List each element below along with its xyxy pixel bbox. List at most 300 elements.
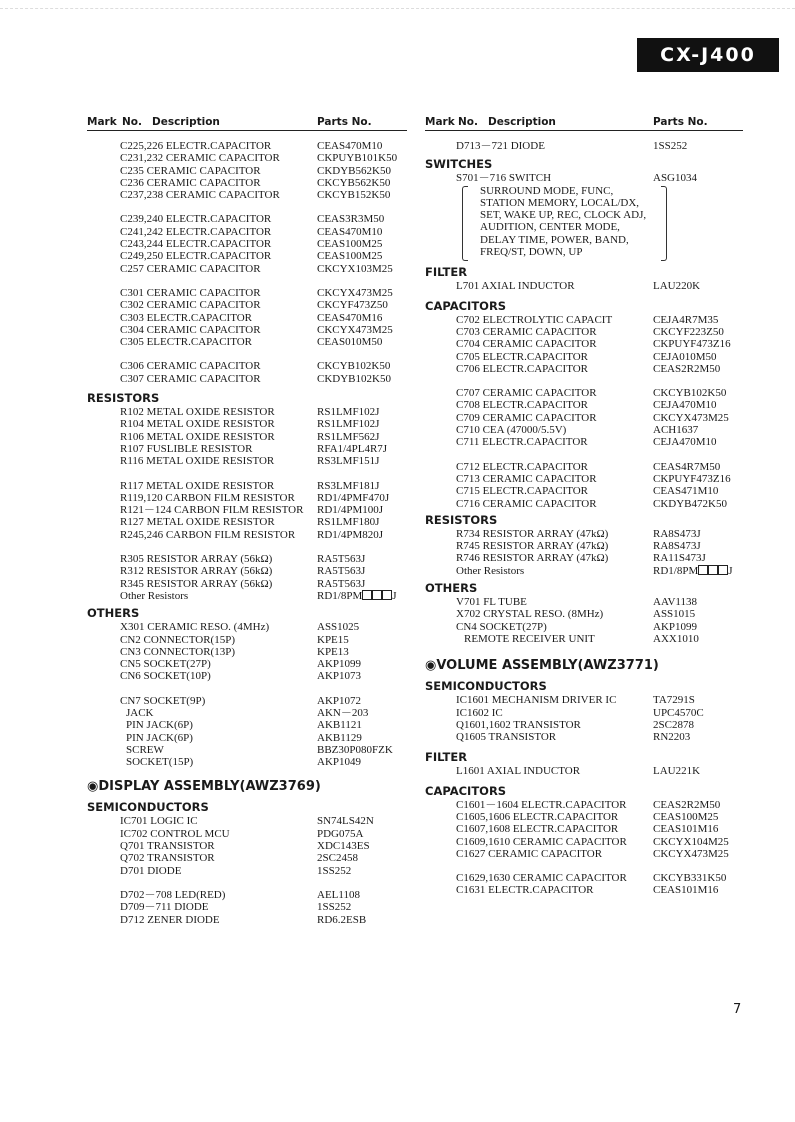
part-row (425, 461, 743, 473)
part-number (653, 314, 718, 326)
part-number-text: CEAS471M10 (653, 485, 719, 498)
part-description: C235 CERAMIC CAPACITOR (120, 164, 261, 177)
part-description: D701 DIODE (120, 864, 182, 877)
table-header (87, 114, 407, 131)
part-description: CN7 SOCKET(9P) (120, 694, 206, 707)
assembly-title-display: ◉DISPLAY ASSEMBLY(AWZ3769) (87, 779, 321, 795)
part-group (425, 694, 743, 743)
part-row (87, 865, 407, 877)
part-row (87, 621, 407, 633)
part-row (87, 756, 407, 768)
part-group (425, 461, 743, 510)
header-description: Description (152, 116, 220, 128)
part-description: PIN JACK(6P) (126, 731, 193, 744)
part-row (87, 695, 407, 707)
part-number (653, 836, 729, 848)
part-number-text: 1SS252 (317, 864, 352, 877)
part-description: REMOTE RECEIVER UNIT (464, 632, 595, 645)
part-number-text: AKN－203 (317, 706, 369, 719)
part-row (87, 516, 407, 528)
part-number (653, 694, 695, 706)
part-number-text: RA8S473J (653, 527, 701, 540)
part-row (87, 578, 407, 590)
part-row (87, 213, 407, 225)
part-row (425, 528, 743, 540)
part-row (87, 263, 407, 275)
part-group (87, 287, 407, 348)
part-row (87, 744, 407, 756)
part-number-text: PDG075A (317, 827, 364, 840)
part-number (317, 443, 387, 455)
header-description: Description (488, 116, 556, 128)
part-number-text: RA8S473J (653, 540, 701, 553)
header-parts-no: Parts No. (653, 116, 708, 128)
part-row (425, 608, 743, 620)
part-number (317, 889, 360, 901)
part-number-text: RA11S473J (653, 552, 706, 565)
part-description: Q701 TRANSISTOR (120, 840, 215, 853)
part-description: C237,238 CERAMIC CAPACITOR (120, 189, 280, 202)
part-group (425, 872, 743, 897)
part-description: C306 CERAMIC CAPACITOR (120, 360, 261, 373)
part-number (317, 815, 374, 827)
part-number (653, 412, 729, 424)
left-column (87, 114, 407, 926)
part-number (317, 719, 362, 731)
part-number-text: CEAS100M25 (317, 238, 383, 251)
part-row (87, 480, 407, 492)
part-description: C706 ELECTR.CAPACITOR (456, 362, 589, 375)
part-number-text: CKDYB562K50 (317, 164, 391, 177)
part-number (317, 165, 391, 177)
part-row (425, 621, 743, 633)
part-number (653, 707, 704, 719)
part-row (87, 177, 407, 189)
header-no: No. (458, 116, 478, 128)
switch-function-line (425, 246, 743, 258)
part-number (653, 172, 697, 184)
part-row (425, 719, 743, 731)
part-number (317, 670, 361, 682)
part-description: C231,232 CERAMIC CAPACITOR (120, 152, 280, 165)
part-number-text: RS1LMF102J (317, 406, 380, 419)
part-row (87, 492, 407, 504)
part-number-text: 2SC2458 (317, 852, 358, 865)
part-description: PIN JACK(6P) (126, 719, 193, 732)
part-row (87, 189, 407, 201)
part-row (425, 540, 743, 552)
blank-digit-box (362, 590, 372, 600)
part-number (317, 336, 382, 348)
switch-functions-block (425, 185, 743, 259)
part-number (653, 387, 726, 399)
part-number-text: CEAS470M10 (317, 140, 383, 152)
part-number-text: RD1/8PM (653, 564, 699, 577)
part-number (317, 590, 397, 603)
part-row (87, 634, 407, 646)
part-group (425, 765, 743, 777)
part-description: X301 CERAMIC RESO. (4MHz) (120, 621, 270, 634)
part-group (425, 528, 743, 577)
part-description: C1601－1604 ELECTR.CAPACITOR (456, 798, 627, 811)
part-description: C301 CERAMIC CAPACITOR (120, 286, 261, 299)
part-number-text: CKCYX104M25 (653, 835, 729, 848)
part-number (317, 312, 382, 324)
part-group (425, 314, 743, 375)
part-number-text: XDC143ES (317, 840, 370, 853)
part-description: CN5 SOCKET(27P) (120, 658, 211, 671)
part-number (653, 872, 726, 884)
part-row (425, 848, 743, 860)
part-number-text: CEAS101M16 (653, 884, 719, 897)
switch-function-text: FREQ/ST, DOWN, UP (480, 246, 583, 259)
part-number (653, 884, 718, 896)
part-number (317, 756, 361, 768)
part-number (317, 455, 379, 467)
switch-function-line (425, 209, 743, 221)
part-number (317, 553, 365, 565)
part-number-text: AKP1072 (317, 694, 362, 707)
part-number-text: CKCYB562K50 (317, 176, 391, 189)
part-row (87, 553, 407, 565)
part-number-text: CKCYF223Z50 (653, 325, 724, 338)
part-number (317, 852, 358, 864)
section-title-others: OTHERS (87, 606, 140, 621)
part-number (317, 177, 390, 189)
part-number-text: 1SS252 (653, 140, 688, 152)
part-description: R102 METAL OXIDE RESISTOR (120, 406, 275, 419)
part-row (425, 338, 743, 350)
part-row (425, 731, 743, 743)
part-description: R746 RESISTOR ARRAY (47kΩ) (456, 552, 609, 565)
part-group (87, 695, 407, 769)
part-description: IC1601 MECHANISM DRIVER IC (456, 694, 617, 707)
part-number-text: CKCYX473M25 (653, 847, 729, 860)
part-number-text: AEL1108 (317, 888, 360, 901)
part-number (653, 326, 724, 338)
part-number-text: RA5T563J (317, 565, 366, 578)
part-number (653, 596, 697, 608)
part-description: C302 CERAMIC CAPACITOR (120, 299, 261, 312)
part-number-text: TA7291S (653, 694, 695, 707)
part-description: R119,120 CARBON FILM RESISTOR (120, 491, 295, 504)
blank-digit-box (718, 565, 728, 575)
part-row (425, 485, 743, 497)
part-description: CN2 CONNECTOR(15P) (120, 633, 236, 646)
part-number-text: CKDYB102K50 (317, 372, 391, 385)
part-row (87, 815, 407, 827)
part-description: R117 METAL OXIDE RESISTOR (120, 479, 275, 492)
table-header (425, 114, 743, 131)
part-row (87, 670, 407, 682)
part-row (425, 424, 743, 436)
part-description: R745 RESISTOR ARRAY (47kΩ) (456, 540, 609, 553)
part-row (425, 872, 743, 884)
part-number (317, 840, 370, 852)
part-number-text: RA5T563J (317, 577, 366, 590)
part-description: R345 RESISTOR ARRAY (56kΩ) (120, 577, 273, 590)
part-number-text: CEAS101M16 (653, 823, 719, 836)
part-number (317, 373, 391, 385)
part-description: C1631 ELECTR.CAPACITOR (456, 884, 594, 897)
part-description: L1601 AXIAL INDUCTOR (456, 765, 581, 778)
part-row (87, 707, 407, 719)
part-number-text: LAU220K (653, 280, 701, 293)
part-row (425, 172, 743, 184)
part-row (425, 596, 743, 608)
part-row (425, 351, 743, 363)
part-row (425, 694, 743, 706)
part-description: C303 ELECTR.CAPACITOR (120, 311, 253, 324)
part-row (425, 707, 743, 719)
part-number-text: RD1/4PM100J (317, 504, 384, 517)
model-badge: CX-J400 (637, 38, 779, 72)
part-number (317, 634, 349, 646)
part-row (425, 799, 743, 811)
switch-function-line (425, 197, 743, 209)
part-number (317, 250, 382, 262)
section-title-semiconductors: SEMICONDUCTORS (425, 679, 547, 694)
part-number-text: RD1/8PM (317, 589, 363, 602)
part-number (653, 799, 720, 811)
part-description: C715 ELECTR.CAPACITOR (456, 485, 589, 498)
part-description: V701 FL TUBE (456, 596, 527, 609)
header-mark: Mark (87, 116, 117, 128)
part-description: R106 METAL OXIDE RESISTOR (120, 430, 275, 443)
part-number (317, 287, 393, 299)
part-number (317, 480, 379, 492)
part-number (653, 436, 717, 448)
part-number (317, 901, 351, 913)
part-row (87, 226, 407, 238)
part-number (317, 695, 361, 707)
part-number-text: CKPUYF473Z16 (653, 472, 731, 485)
part-group (425, 387, 743, 448)
header-mark: Mark (425, 116, 455, 128)
part-description: R127 METAL OXIDE RESISTOR (120, 516, 275, 529)
part-description: C707 CERAMIC CAPACITOR (456, 387, 597, 400)
part-group (87, 621, 407, 682)
part-number-text: RS1LMF180J (317, 516, 380, 529)
section-title-resistors: RESISTORS (425, 512, 498, 527)
part-group (425, 140, 743, 152)
part-number (317, 406, 379, 418)
part-row (425, 363, 743, 375)
part-number (317, 658, 361, 670)
part-number-text: AKP1049 (317, 756, 362, 769)
part-number (653, 485, 718, 497)
section-title-filter: FILTER (425, 750, 468, 765)
part-group (87, 815, 407, 876)
part-row (87, 373, 407, 385)
part-number (317, 213, 384, 225)
part-number-text: AXX1010 (653, 632, 699, 645)
part-row (87, 658, 407, 670)
part-number-text: CEAS470M10 (317, 225, 383, 238)
part-description: C711 ELECTR.CAPACITOR (456, 436, 588, 449)
part-number-text: RFA1/4PL4R7J (317, 442, 388, 455)
section-title-filter: FILTER (425, 265, 468, 280)
part-number (653, 399, 717, 411)
part-description: Q702 TRANSISTOR (120, 852, 215, 865)
part-number-text: CEAS100M25 (653, 810, 719, 823)
part-row (425, 552, 743, 564)
blank-digit-box (698, 565, 708, 575)
section-title-others: OTHERS (425, 581, 478, 596)
part-description: C702 ELECTROLYTIC CAPACIT (456, 313, 613, 326)
part-description: R734 RESISTOR ARRAY (47kΩ) (456, 527, 609, 540)
part-description: CN6 SOCKET(10P) (120, 670, 211, 683)
part-description: D713－721 DIODE (456, 140, 545, 152)
part-row (87, 287, 407, 299)
part-row (425, 633, 743, 645)
part-number-text: RD1/4PM820J (317, 528, 384, 541)
part-row (425, 823, 743, 835)
part-number-text: CEJA470M10 (653, 399, 717, 412)
part-description: C1607,1608 ELECTR.CAPACITOR (456, 823, 619, 836)
part-description: C249,250 ELECTR.CAPACITOR (120, 250, 272, 263)
part-description: C704 CERAMIC CAPACITOR (456, 338, 597, 351)
part-group (87, 213, 407, 274)
part-description: JACK (126, 706, 154, 719)
part-number (317, 914, 366, 926)
part-number-text: KPE13 (317, 645, 349, 658)
part-number-text: RS3LMF151J (317, 455, 380, 468)
part-number-text: CKPUYB101K50 (317, 152, 398, 165)
switch-function-text: AUDITION, CENTER MODE, (480, 221, 620, 234)
part-number (317, 529, 383, 541)
part-number-text: RS1LMF562J (317, 430, 380, 443)
part-row (87, 504, 407, 516)
part-description: R305 RESISTOR ARRAY (56kΩ) (120, 553, 273, 566)
part-number-text: BBZ30P080FZK (317, 743, 393, 756)
part-row (87, 443, 407, 455)
part-number (317, 238, 382, 250)
part-description: SCREW (126, 743, 164, 756)
part-number (653, 848, 729, 860)
part-group (425, 799, 743, 860)
part-number-text: RS3LMF181J (317, 479, 380, 492)
part-row (87, 914, 407, 926)
switch-function-text: SET, WAKE UP, REC, CLOCK ADJ, (480, 209, 647, 222)
part-description: R245,246 CARBON FILM RESISTOR (120, 528, 296, 541)
part-row (425, 412, 743, 424)
part-number-text: CKCYB102K50 (653, 387, 727, 400)
part-row (425, 326, 743, 338)
part-description: C710 CEA (47000/5.5V) (456, 424, 567, 437)
part-number-text: ASG1034 (653, 172, 698, 185)
part-number-text: RD6.2ESB (317, 913, 367, 926)
part-number (317, 646, 349, 658)
part-number-text: CEAS4R7M50 (653, 460, 721, 473)
right-column (425, 114, 743, 897)
part-number-text: CKDYB472K50 (653, 497, 727, 510)
part-row (87, 852, 407, 864)
section-title-capacitors: CAPACITORS (425, 783, 507, 798)
part-number (653, 633, 699, 645)
part-description: C307 CERAMIC CAPACITOR (120, 372, 261, 385)
part-number-text: 1SS252 (317, 901, 352, 914)
part-group (87, 553, 407, 602)
part-description: C239,240 ELECTR.CAPACITOR (120, 213, 272, 226)
part-number-text: CKCYB331K50 (653, 872, 727, 885)
part-number-text: CEAS100M25 (317, 250, 383, 263)
part-description: C712 ELECTR.CAPACITOR (456, 460, 589, 473)
part-number (317, 299, 388, 311)
part-number-text: CKCYX473M25 (653, 411, 729, 424)
part-row (87, 719, 407, 731)
part-description: C304 CERAMIC CAPACITOR (120, 323, 261, 336)
part-description: C257 CERAMIC CAPACITOR (120, 262, 261, 275)
part-row (87, 165, 407, 177)
part-number (317, 140, 382, 152)
part-number-text: RS1LMF102J (317, 418, 380, 431)
part-row (425, 280, 743, 292)
part-number-suffix: J (392, 589, 397, 602)
part-number-text: LAU221K (653, 765, 701, 778)
part-number (317, 828, 363, 840)
part-description: C708 ELECTR.CAPACITOR (456, 399, 589, 412)
part-number-text: RA5T563J (317, 553, 366, 566)
part-number (317, 578, 365, 590)
part-number (653, 823, 718, 835)
part-number (317, 504, 383, 516)
part-number (653, 608, 695, 620)
part-number-text: CKCYB152K50 (317, 189, 391, 202)
part-number-text: AKP1099 (653, 620, 698, 633)
blank-digit-boxes (362, 590, 392, 603)
part-number (653, 473, 731, 485)
part-number-text: ASS1015 (653, 608, 696, 621)
part-description: X702 CRYSTAL RESO. (8MHz) (456, 608, 604, 621)
part-number-text: AKP1099 (317, 658, 362, 671)
part-description: C241,242 ELECTR.CAPACITOR (120, 225, 272, 238)
part-description: R107 FUSLIBLE RESISTOR (120, 442, 253, 455)
part-row (87, 646, 407, 658)
part-row (87, 840, 407, 852)
part-row (425, 498, 743, 510)
part-number-suffix: J (728, 564, 733, 577)
part-number (653, 338, 731, 350)
part-description: IC701 LOGIC IC (120, 815, 198, 828)
part-number (317, 189, 390, 201)
part-number (317, 565, 365, 577)
part-description: C705 ELECTR.CAPACITOR (456, 350, 589, 363)
part-group (425, 596, 743, 645)
part-row (87, 828, 407, 840)
part-description: R116 METAL OXIDE RESISTOR (120, 455, 275, 468)
part-description: S701－716 SWITCH (456, 172, 552, 185)
part-number (317, 516, 379, 528)
part-number-text: CKPUYF473Z16 (653, 338, 731, 351)
part-number (653, 140, 687, 152)
switch-function-line (425, 221, 743, 233)
part-description: D709－711 DIODE (120, 901, 209, 914)
part-number (317, 621, 359, 633)
assembly-title-volume: ◉VOLUME ASSEMBLY(AWZ3771) (425, 658, 659, 674)
switch-function-text: STATION MEMORY, LOCAL/DX, (480, 196, 640, 209)
part-description: Other Resistors (120, 589, 189, 602)
section-title-resistors: RESISTORS (87, 391, 160, 406)
part-number (653, 765, 700, 777)
part-number (317, 744, 393, 756)
blank-digit-box (372, 590, 382, 600)
part-description: C1609,1610 CERAMIC CAPACITOR (456, 835, 627, 848)
part-number (317, 865, 351, 877)
part-description: SOCKET(15P) (126, 756, 194, 769)
part-row (87, 431, 407, 443)
part-number (317, 707, 368, 719)
